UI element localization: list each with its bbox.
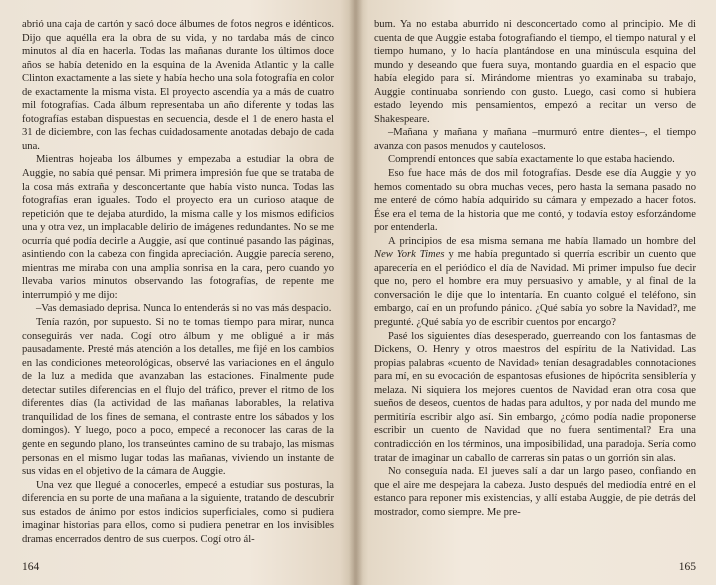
paragraph-text: y me había preguntado si querría escribir un cuento que aparecería en el periódico el día de Navidad. Mi primer impulso fue decir que no, pero el hombre era muy persuasivo y amable, y al final de la conversación le dije que lo intentaría. En cuanto colgué el teléfono, sin embargo, caí en un profundo pánico. ¿Qué sabía yo sobre la Navidad?, me pregunté. ¿Qué sabía yo de escribir cuentos por encargo?	[374, 249, 697, 329]
newspaper-title: New York Times	[374, 249, 445, 261]
paragraph: Mientras hojeaba los álbumes y empezaba a estudiar la obra de Auggie, no sabía qué pensar. Mi primera impresión fue que se trataba de la cosa más extraña y desconcertante que había visto nunca. Todas las fotografías eran iguales. Todo el proyecto era un curioso ataque de repetición que te dejaba aturdido, la misma calle y los mismos edificios una y otra vez, un implacable delirio de imágenes redundantes. No se me ocurría qué podía decirle a Auggie, así que continué pasando las páginas, asintiendo con la cabeza con fingida apreciación. Auggie parecía sereno, mientras me miraba con una amplia sonrisa en la cara, pero cuando yo llevaba varios minutos observando las fotografías, de repente me interrumpió y me dijo:	[22, 154, 334, 301]
paragraph: Eso fue hace más de dos mil fotografías. Desde ese día Auggie y yo hemos comentado su obra muchas veces, pero hasta la semana pasado no me enteré de cómo había adquirido su cámara y empezado a hacer fotos. Ése era el tema de la historia que me contó, y todavía estoy esforzándome por entenderla.	[374, 168, 696, 234]
paragraph: No conseguía nada. El jueves salí a dar un largo paseo, confiando en que el aire me despejara la cabeza. Justo después del mediodía entré en el estanco para reponer mis existencias, y allí estaba Auggie, de pie detrás del mostrador, como siempre. Me pre-	[374, 466, 696, 518]
left-page-text	[22, 18, 334, 546]
right-page-text	[374, 18, 696, 519]
paragraph: bum. Ya no estaba aburrido ni desconcertado como al principio. Me di cuenta de que Auggie estaba fotografiando el tiempo, el tiempo natural y el tiempo humano, y lo hacía plantándose en una minúscula esquina del mundo y deseando que fuera suya, montando guardia en el espacio que había elegido para sí. Mirándome mientras yo examinaba su trabajo, Auggie continuaba sonriendo con gusto. Luego, casi como si hubiera estado leyendo mis pensamientos, empezó a recitar un verso de Shakespeare.	[374, 19, 696, 125]
right-page	[354, 0, 716, 585]
paragraph: Comprendí entonces que sabía exactamente lo que estaba haciendo.	[388, 154, 675, 166]
paragraph	[374, 235, 696, 330]
page-number-right: 165	[678, 561, 696, 573]
page-number-left: 164	[22, 561, 40, 573]
paragraph: Una vez que llegué a conocerles, empecé a estudiar sus posturas, la diferencia en su porte de una mañana a la siguiente, tratando de descubrir sus estados de ánimo por estos indicios superficiales, como si pudiera imaginar historias para ellos, como si pudiera penetrar en los invisibles dramas encerrados dentro de sus cuerpos. Cogí otro ál-	[22, 479, 334, 545]
left-page	[0, 0, 354, 585]
paragraph: –Mañana y mañana y mañana –murmuró entre dientes–, el tiempo avanza con pasos menudos y cautelosos.	[374, 127, 696, 152]
paragraph: –Vas demasiado deprisa. Nunca lo entenderás si no vas más despacio.	[36, 303, 332, 315]
paragraph-text: A principios de esa misma semana me había llamado un hombre del	[388, 235, 696, 247]
paragraph: Pasé los siguientes días desesperado, guerreando con los fantasmas de Dickens, O. Henry y otros maestros del espíritu de la Natividad. Las propias palabras «cuento de Navidad» tenían desagradables connotaciones para mí, en su evocación de espantosas efusiones de hipócrita sensiblería y melaza. Ni siquiera los mejores cuentos de Navidad eran otra cosa que sueños de deseos, cuentos de hadas para adultos, y por nada del mundo me permitiría escribir algo así. Sin embargo, ¿cómo podía nadie proponerse escribir un cuento de Navidad que no fuera sentimental? Era una contradicción en los términos, una imposibilidad, una paradoja. Sería como tratar de imaginar un caballo de carreras sin patas o un gorrión sin alas.	[374, 330, 696, 464]
paragraph: Tenía razón, por supuesto. Si no te tomas tiempo para mirar, nunca conseguirás ver nada. Cogí otro álbum y me obligué a ir más pausadamente. Presté más atención a los detalles, me fijé en los cambios en las condiciones meteorológicas, observé las variaciones en el ángulo de la luz a medida que avanzaban las estaciones. Finalmente pude detectar sutiles diferencias en el flujo del tráfico, prever el ritmo de los diferentes días (la actividad de las mañanas laborables, la relativa tranquilidad de los fines de semana, el contraste entre los sábados y los domingos). Y luego, poco a poco, empecé a reconocer las caras de la gente en segundo plano, los transeúntes camino de su trabajo, las mismas personas en el mismo lugar todas las mañanas, viviendo un instante de sus vidas en el objetivo de la cámara de Auggie.	[22, 317, 334, 478]
paragraph: abrió una caja de cartón y sacó doce álbumes de fotos negros e idénticos. Dijo que aquélla era la obra de su vida, y no tardaba más de cinco minutos al día en hacerla. Todas las mañanas durante los últimos doce años se había detenido en la esquina de la Avenida Atlantic y la calle Clinton exactamente a las siete y había hecho una sola fotografía en color de exactamente la misma vista. El proyecto ascendía ya a más de cuatro mil fotografías. Cada álbum representaba un año diferente y todas las fotografías estaban dispuestas en secuencia, desde el 1 de enero hasta el 31 de diciembre, con las fechas cuidadosamente anotadas debajo de cada una.	[22, 19, 334, 152]
